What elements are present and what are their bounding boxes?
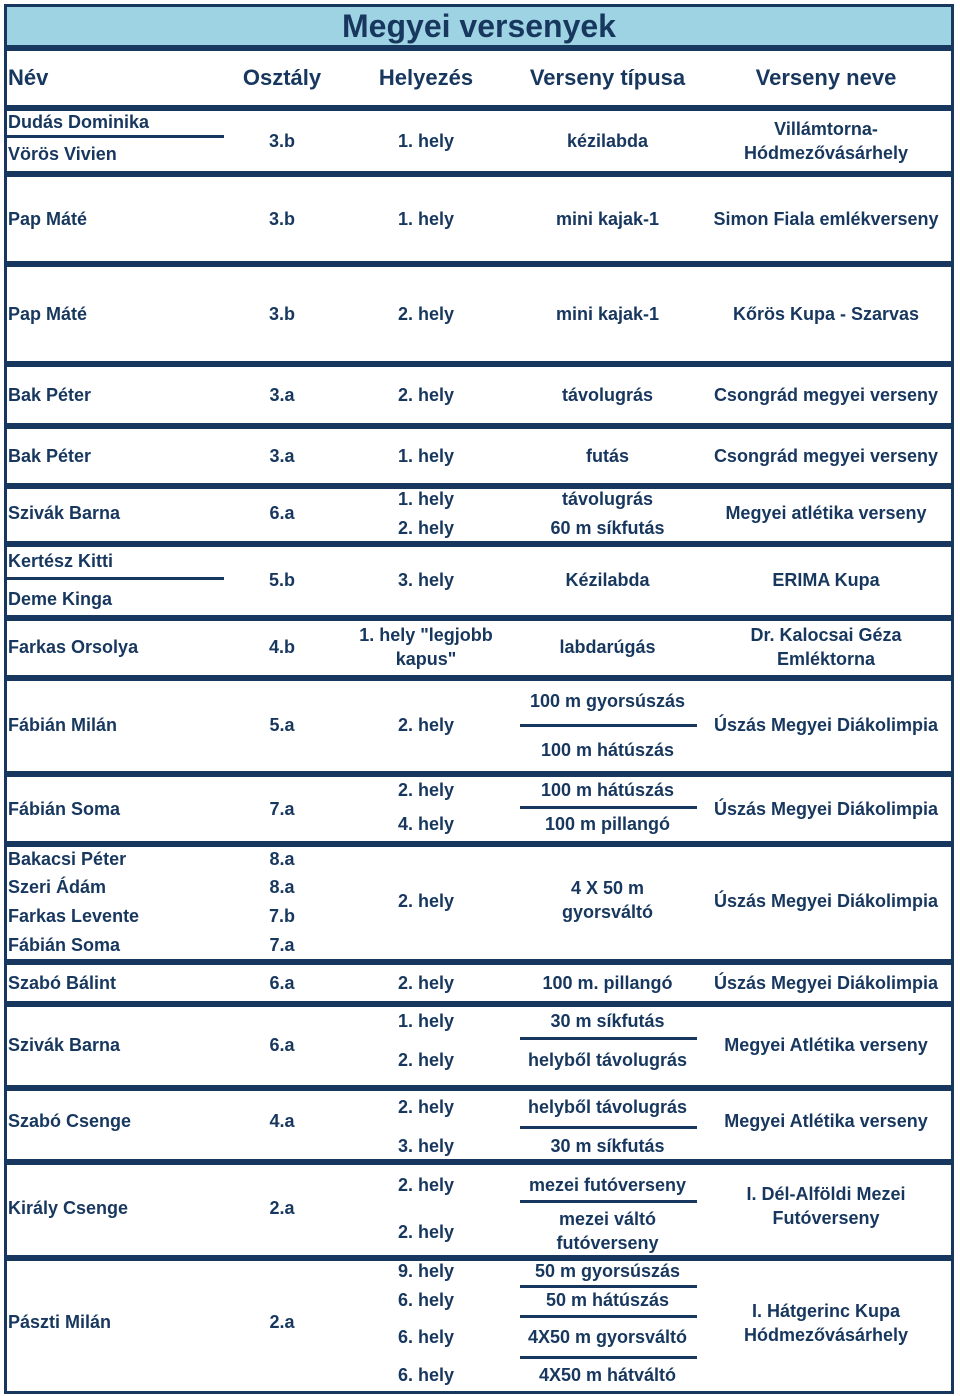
event-cell: Kőrös Kupa - Szarvas: [732, 304, 920, 324]
place-cell: 2. hely: [397, 1175, 455, 1195]
row-divider: [520, 724, 697, 727]
student-name: Bak Péter: [8, 385, 92, 405]
event-cell: Úszás Megyei Diákolimpia: [713, 715, 939, 735]
class-cell: 2.a: [269, 1198, 295, 1218]
place-cell: 6. hely: [397, 1327, 455, 1347]
student-name: Szeri Ádám: [8, 877, 107, 897]
place-cell: 1. hely: [397, 209, 455, 229]
type-cell: 4X50 m hátváltó: [538, 1365, 677, 1385]
class-cell: 3.b: [268, 131, 295, 151]
place-cell: 1. hely: [397, 131, 455, 151]
header-name: Név: [8, 65, 49, 90]
class-cell: 3.b: [268, 209, 295, 229]
place-cell: 2. hely: [397, 304, 455, 324]
type-cell: 100 m hátúszás: [540, 780, 675, 800]
type-cell: 60 m síkfutás: [550, 518, 665, 538]
place-cell: 2. hely: [397, 1222, 455, 1242]
row-divider: [520, 1037, 697, 1040]
student-name: Szivák Barna: [8, 1035, 121, 1055]
event-cell: Úszás Megyei Diákolimpia: [713, 973, 939, 993]
place-cell: 3. hely: [397, 1136, 455, 1156]
class-cell: 7.a: [269, 799, 295, 819]
place-cell: 2. hely: [397, 973, 455, 993]
class-cell: 8.a: [269, 849, 295, 869]
type-cell: 50 m gyorsúszás: [534, 1261, 681, 1281]
place-cell: 2. hely: [397, 715, 455, 735]
place-cell: 1. hely: [397, 489, 455, 509]
class-cell: 4.a: [269, 1111, 295, 1131]
event-cell: Csongrád megyei verseny: [713, 446, 939, 466]
type-cell: 4X50 m gyorsváltó: [527, 1327, 688, 1347]
type-cell: labdarúgás: [559, 637, 656, 657]
student-name: Vörös Vivien: [8, 144, 117, 164]
place-cell: 6. hely: [397, 1365, 455, 1385]
class-cell: 3.a: [269, 385, 295, 405]
place-cell: 2. hely: [397, 891, 455, 911]
class-cell: 6.a: [269, 503, 295, 523]
type-cell: 50 m hátúszás: [545, 1290, 670, 1310]
type-cell: mini kajak-1: [555, 304, 660, 324]
header-event: Verseny neve: [755, 65, 897, 90]
class-cell: 8.a: [269, 877, 295, 897]
student-name: Pap Máté: [8, 304, 88, 324]
page-title: Megyei versenyek: [4, 4, 954, 48]
header-type: Verseny típusa: [529, 65, 686, 90]
event-cell: Úszás Megyei Diákolimpia: [713, 891, 939, 911]
class-cell: 5.a: [269, 715, 295, 735]
student-name: Farkas Orsolya: [8, 637, 139, 657]
type-cell: 30 m síkfutás: [550, 1011, 665, 1031]
header-place: Helyezés: [378, 65, 474, 90]
place-cell: 6. hely: [397, 1290, 455, 1310]
place-cell: 1. hely: [397, 1011, 455, 1031]
class-cell: 5.b: [268, 570, 295, 590]
row-divider: [520, 1315, 697, 1318]
class-cell: 3.a: [269, 446, 295, 466]
student-name: Deme Kinga: [8, 589, 113, 609]
event-cell: I. Dél-Alföldi Mezei Futóverseny: [746, 1184, 906, 1228]
type-cell: 100 m. pillangó: [542, 973, 673, 993]
type-cell: 100 m pillangó: [544, 814, 671, 834]
place-cell: 2. hely: [397, 385, 455, 405]
student-name: Szabó Bálint: [8, 973, 117, 993]
student-name: Fábián Soma: [8, 799, 121, 819]
student-name: Fábián Milán: [8, 715, 118, 735]
class-cell: 4.b: [268, 637, 295, 657]
header-class: Osztály: [242, 65, 322, 90]
type-cell: 100 m hátúszás: [540, 740, 675, 760]
place-cell: 2. hely: [397, 780, 455, 800]
student-name: Dudás Dominika: [8, 112, 150, 132]
type-cell: kézilabda: [566, 131, 649, 151]
event-cell: Megyei atlétika verseny: [725, 503, 927, 523]
event-cell: Megyei Atlétika verseny: [724, 1111, 928, 1131]
event-cell: I. Hátgerinc Kupa Hódmezővásárhely: [743, 1301, 909, 1345]
place-cell: 3. hely: [397, 570, 455, 590]
type-cell: helyből távolugrás: [527, 1050, 688, 1070]
student-name: Kertész Kitti: [8, 551, 114, 571]
row-divider: [4, 577, 224, 580]
type-cell: mezei futóverseny: [528, 1175, 687, 1195]
class-cell: 7.b: [268, 906, 295, 926]
place-cell: 1. hely "legjobb kapus": [359, 625, 493, 669]
event-cell: Úszás Megyei Diákolimpia: [713, 799, 939, 819]
class-cell: 7.a: [269, 935, 295, 955]
place-cell: 9. hely: [397, 1261, 455, 1281]
student-name: Pap Máté: [8, 209, 88, 229]
place-cell: 2. hely: [397, 1097, 455, 1117]
type-cell: mezei váltó futóverseny: [556, 1209, 659, 1253]
type-cell: 4 X 50 m gyorsváltó: [561, 878, 654, 922]
class-cell: 6.a: [269, 973, 295, 993]
row-divider: [520, 1356, 697, 1359]
event-cell: Simon Fiala emlékverseny: [713, 209, 939, 229]
type-cell: 100 m gyorsúszás: [529, 691, 686, 711]
event-cell: Megyei Atlétika verseny: [724, 1035, 928, 1055]
type-cell: távolugrás: [561, 385, 654, 405]
type-cell: 30 m síkfutás: [550, 1136, 665, 1156]
event-cell: Villámtorna- Hódmezővásárhely: [743, 119, 909, 163]
student-name: Szabó Csenge: [8, 1111, 132, 1131]
student-name: Fábián Soma: [8, 935, 121, 955]
student-name: Király Csenge: [8, 1198, 129, 1218]
student-name: Bak Péter: [8, 446, 92, 466]
row-divider: [520, 1126, 697, 1129]
event-cell: ERIMA Kupa: [772, 570, 880, 590]
type-cell: mini kajak-1: [555, 209, 660, 229]
row-divider: [520, 1200, 697, 1203]
student-name: Szivák Barna: [8, 503, 121, 523]
row-divider: [520, 806, 697, 809]
type-cell: Kézilabda: [565, 570, 650, 590]
event-cell: Dr. Kalocsai Géza Emléktorna: [750, 625, 902, 669]
place-cell: 1. hely: [397, 446, 455, 466]
class-cell: 3.b: [268, 304, 295, 324]
type-cell: helyből távolugrás: [527, 1097, 688, 1117]
event-cell: Csongrád megyei verseny: [713, 385, 939, 405]
class-cell: 2.a: [269, 1312, 295, 1332]
type-cell: futás: [585, 446, 629, 466]
place-cell: 2. hely: [397, 1050, 455, 1070]
type-cell: távolugrás: [561, 489, 654, 509]
student-name: Bakacsi Péter: [8, 849, 127, 869]
place-cell: 4. hely: [397, 814, 455, 834]
student-name: Farkas Levente: [8, 906, 140, 926]
student-name: Pászti Milán: [8, 1312, 112, 1332]
class-cell: 6.a: [269, 1035, 295, 1055]
row-divider: [4, 135, 224, 138]
place-cell: 2. hely: [397, 518, 455, 538]
row-divider: [520, 1285, 697, 1288]
